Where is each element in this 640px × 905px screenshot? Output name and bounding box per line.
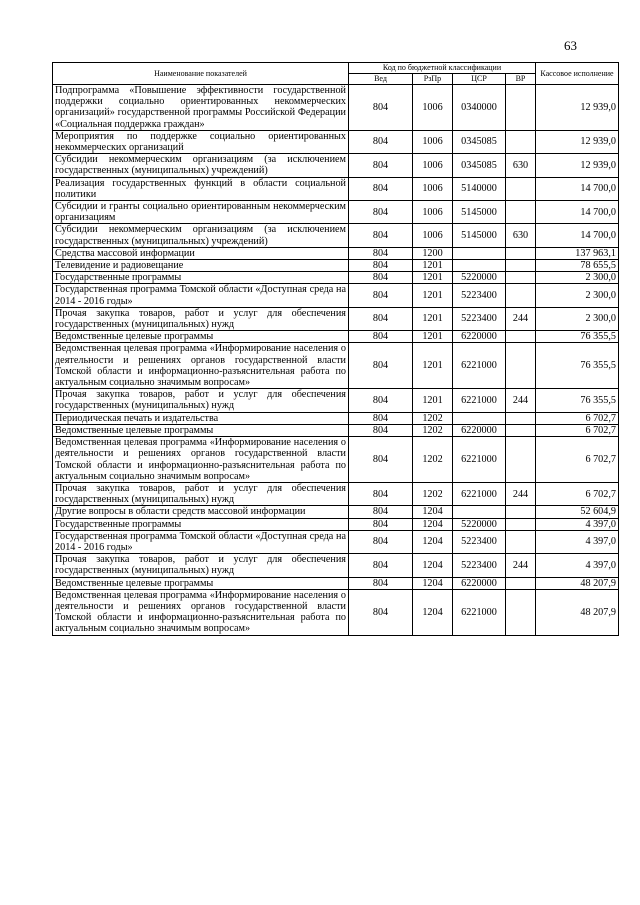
- table-row: [53, 177, 619, 200]
- cell-amount: 4 397,0: [536, 554, 619, 577]
- cell-ved: 804: [349, 177, 413, 200]
- cell-vr: [506, 85, 536, 131]
- table-row: [53, 130, 619, 153]
- cell-name: Государственная программа Томской области «Доступная среда на 2014 - 2016 годы»: [53, 284, 349, 307]
- header-csr: ЦСР: [453, 74, 506, 85]
- table-row: [53, 577, 619, 589]
- cell-vr: [506, 247, 536, 259]
- cell-vr: [506, 284, 536, 307]
- header-rzpr: РзПр: [413, 74, 453, 85]
- cell-ved: 804: [349, 589, 413, 635]
- cell-ved: 804: [349, 482, 413, 505]
- cell-rzpr: 1204: [413, 506, 453, 518]
- table-row: [53, 437, 619, 483]
- cell-ved: 804: [349, 506, 413, 518]
- cell-rzpr: 1006: [413, 130, 453, 153]
- cell-vr: 244: [506, 554, 536, 577]
- cell-vr: [506, 260, 536, 272]
- cell-amount: 2 300,0: [536, 272, 619, 284]
- cell-csr: 5223400: [453, 554, 506, 577]
- cell-vr: [506, 201, 536, 224]
- table-row: [53, 224, 619, 247]
- cell-ved: 804: [349, 530, 413, 553]
- cell-name: Субсидии некоммерческим организациям (за исключением государственных (муниципальных) учреждений): [53, 224, 349, 247]
- cell-amount: 14 700,0: [536, 201, 619, 224]
- table-row: [53, 154, 619, 177]
- cell-amount: 14 700,0: [536, 177, 619, 200]
- cell-name: Ведомственные целевые программы: [53, 424, 349, 436]
- cell-amount: 4 397,0: [536, 518, 619, 530]
- cell-ved: 804: [349, 85, 413, 131]
- cell-vr: [506, 589, 536, 635]
- cell-rzpr: 1201: [413, 307, 453, 330]
- table-row: [53, 307, 619, 330]
- cell-amount: 52 604,9: [536, 506, 619, 518]
- cell-rzpr: 1201: [413, 331, 453, 343]
- cell-vr: [506, 518, 536, 530]
- cell-name: Подпрограмма «Повышение эффективности государственной поддержки социально ориентированных некоммерческих организаций» государственной программы Российской Федерации «Социальная поддержка граждан»: [53, 85, 349, 131]
- header-ved: Вед: [349, 74, 413, 85]
- cell-vr: [506, 506, 536, 518]
- cell-name: Прочая закупка товаров, работ и услуг для обеспечения государственных (муниципальных) нужд: [53, 482, 349, 505]
- cell-rzpr: 1202: [413, 424, 453, 436]
- cell-rzpr: 1006: [413, 201, 453, 224]
- cell-csr: 5140000: [453, 177, 506, 200]
- cell-rzpr: 1006: [413, 224, 453, 247]
- cell-name: Ведомственные целевые программы: [53, 577, 349, 589]
- cell-amount: 6 702,7: [536, 412, 619, 424]
- cell-name: Мероприятия по поддержке социально ориентированных некоммерческих организаций: [53, 130, 349, 153]
- cell-csr: 6221000: [453, 437, 506, 483]
- cell-amount: 78 655,5: [536, 260, 619, 272]
- cell-vr: [506, 130, 536, 153]
- cell-rzpr: 1201: [413, 272, 453, 284]
- cell-vr: 630: [506, 154, 536, 177]
- cell-name: Прочая закупка товаров, работ и услуг для обеспечения государственных (муниципальных) нужд: [53, 307, 349, 330]
- cell-amount: 2 300,0: [536, 307, 619, 330]
- cell-csr: 6221000: [453, 343, 506, 389]
- cell-ved: 804: [349, 201, 413, 224]
- cell-csr: 5223400: [453, 530, 506, 553]
- cell-name: Субсидии некоммерческим организациям (за исключением государственных (муниципальных) учреждений): [53, 154, 349, 177]
- cell-csr: 0345085: [453, 130, 506, 153]
- cell-rzpr: 1204: [413, 518, 453, 530]
- cell-name: Ведомственная целевая программа «Информирование населения о деятельности и решениях органов государственной власти Томской области и информационно-разъяснительная работа по актуальным социально значимым вопросам»: [53, 589, 349, 635]
- cell-amount: 12 939,0: [536, 154, 619, 177]
- cell-name: Государственные программы: [53, 272, 349, 284]
- cell-csr: [453, 506, 506, 518]
- cell-amount: 6 702,7: [536, 437, 619, 483]
- cell-amount: 4 397,0: [536, 530, 619, 553]
- cell-ved: 804: [349, 437, 413, 483]
- cell-ved: 804: [349, 284, 413, 307]
- cell-vr: 630: [506, 224, 536, 247]
- cell-rzpr: 1202: [413, 482, 453, 505]
- table-row: [53, 331, 619, 343]
- cell-csr: 6220000: [453, 331, 506, 343]
- table-row: [53, 530, 619, 553]
- cell-csr: 0345085: [453, 154, 506, 177]
- cell-vr: [506, 331, 536, 343]
- cell-csr: 5223400: [453, 284, 506, 307]
- table-row: [53, 284, 619, 307]
- cell-amount: 48 207,9: [536, 577, 619, 589]
- cell-ved: 804: [349, 518, 413, 530]
- table-row: [53, 272, 619, 284]
- table-row: [53, 247, 619, 259]
- cell-name: Субсидии и гранты социально ориентированным некоммерческим организациям: [53, 201, 349, 224]
- cell-csr: [453, 260, 506, 272]
- cell-name: Реализация государственных функций в области социальной политики: [53, 177, 349, 200]
- cell-amount: 12 939,0: [536, 85, 619, 131]
- cell-ved: 804: [349, 224, 413, 247]
- cell-amount: 14 700,0: [536, 224, 619, 247]
- cell-rzpr: 1006: [413, 177, 453, 200]
- cell-vr: [506, 530, 536, 553]
- header-amount: Кассовое исполнение: [536, 63, 619, 85]
- cell-amount: 76 355,5: [536, 389, 619, 412]
- cell-rzpr: 1204: [413, 589, 453, 635]
- cell-rzpr: 1204: [413, 530, 453, 553]
- cell-csr: 6221000: [453, 589, 506, 635]
- cell-vr: 244: [506, 307, 536, 330]
- cell-name: Ведомственная целевая программа «Информирование населения о деятельности и решениях органов государственной власти Томской области и информационно-разъяснительная работа по актуальным социально значимым вопросам»: [53, 343, 349, 389]
- cell-csr: 5223400: [453, 307, 506, 330]
- cell-rzpr: 1200: [413, 247, 453, 259]
- table-row: [53, 201, 619, 224]
- cell-ved: 804: [349, 272, 413, 284]
- cell-rzpr: 1204: [413, 554, 453, 577]
- cell-csr: 5220000: [453, 518, 506, 530]
- cell-vr: [506, 437, 536, 483]
- cell-name: Периодическая печать и издательства: [53, 412, 349, 424]
- cell-amount: 6 702,7: [536, 424, 619, 436]
- cell-ved: 804: [349, 307, 413, 330]
- cell-rzpr: 1006: [413, 154, 453, 177]
- cell-vr: [506, 577, 536, 589]
- table-row: [53, 482, 619, 505]
- cell-name: Средства массовой информации: [53, 247, 349, 259]
- cell-vr: [506, 343, 536, 389]
- cell-ved: 804: [349, 389, 413, 412]
- cell-csr: 5220000: [453, 272, 506, 284]
- cell-csr: 6221000: [453, 389, 506, 412]
- table-row: [53, 412, 619, 424]
- cell-name: Государственная программа Томской области «Доступная среда на 2014 - 2016 годы»: [53, 530, 349, 553]
- cell-name: Прочая закупка товаров, работ и услуг для обеспечения государственных (муниципальных) нужд: [53, 554, 349, 577]
- cell-rzpr: 1201: [413, 284, 453, 307]
- cell-vr: 244: [506, 389, 536, 412]
- cell-vr: [506, 177, 536, 200]
- cell-amount: 48 207,9: [536, 589, 619, 635]
- cell-csr: 5145000: [453, 201, 506, 224]
- cell-rzpr: 1202: [413, 437, 453, 483]
- cell-ved: 804: [349, 154, 413, 177]
- cell-rzpr: 1201: [413, 260, 453, 272]
- cell-name: Другие вопросы в области средств массовой информации: [53, 506, 349, 518]
- cell-csr: 6221000: [453, 482, 506, 505]
- cell-name: Прочая закупка товаров, работ и услуг для обеспечения государственных (муниципальных) нужд: [53, 389, 349, 412]
- table-row: [53, 424, 619, 436]
- budget-table-body: [53, 85, 619, 636]
- cell-rzpr: 1204: [413, 577, 453, 589]
- cell-vr: 244: [506, 482, 536, 505]
- cell-ved: 804: [349, 554, 413, 577]
- table-row: [53, 518, 619, 530]
- cell-name: Ведомственные целевые программы: [53, 331, 349, 343]
- cell-ved: 804: [349, 130, 413, 153]
- cell-ved: 804: [349, 331, 413, 343]
- cell-csr: 6220000: [453, 424, 506, 436]
- cell-rzpr: 1201: [413, 343, 453, 389]
- header-vr: ВР: [506, 74, 536, 85]
- table-row: [53, 85, 619, 131]
- budget-table: [52, 62, 619, 636]
- cell-csr: 6220000: [453, 577, 506, 589]
- cell-amount: 76 355,5: [536, 343, 619, 389]
- cell-ved: 804: [349, 343, 413, 389]
- table-row: [53, 554, 619, 577]
- cell-amount: 76 355,5: [536, 331, 619, 343]
- table-row: [53, 260, 619, 272]
- cell-amount: 2 300,0: [536, 284, 619, 307]
- cell-name: Телевидение и радиовещание: [53, 260, 349, 272]
- cell-amount: 6 702,7: [536, 482, 619, 505]
- table-row: [53, 389, 619, 412]
- cell-ved: 804: [349, 412, 413, 424]
- cell-amount: 137 963,1: [536, 247, 619, 259]
- cell-rzpr: 1201: [413, 389, 453, 412]
- cell-rzpr: 1202: [413, 412, 453, 424]
- cell-vr: [506, 424, 536, 436]
- cell-amount: 12 939,0: [536, 130, 619, 153]
- cell-ved: 804: [349, 577, 413, 589]
- cell-vr: [506, 272, 536, 284]
- page-number: 63: [564, 38, 577, 53]
- cell-rzpr: 1006: [413, 85, 453, 131]
- table-row: [53, 589, 619, 635]
- header-code-group: Код по бюджетной классификации: [349, 63, 536, 74]
- cell-vr: [506, 412, 536, 424]
- cell-name: Государственные программы: [53, 518, 349, 530]
- cell-ved: 804: [349, 424, 413, 436]
- cell-ved: 804: [349, 260, 413, 272]
- cell-csr: 5145000: [453, 224, 506, 247]
- table-row: [53, 506, 619, 518]
- cell-csr: 0340000: [453, 85, 506, 131]
- cell-csr: [453, 412, 506, 424]
- cell-csr: [453, 247, 506, 259]
- table-row: [53, 343, 619, 389]
- cell-ved: 804: [349, 247, 413, 259]
- header-name: Наименование показателей: [53, 63, 349, 85]
- cell-name: Ведомственная целевая программа «Информирование населения о деятельности и решениях органов государственной власти Томской области и информационно-разъяснительная работа по актуальным социально значимым вопросам»: [53, 437, 349, 483]
